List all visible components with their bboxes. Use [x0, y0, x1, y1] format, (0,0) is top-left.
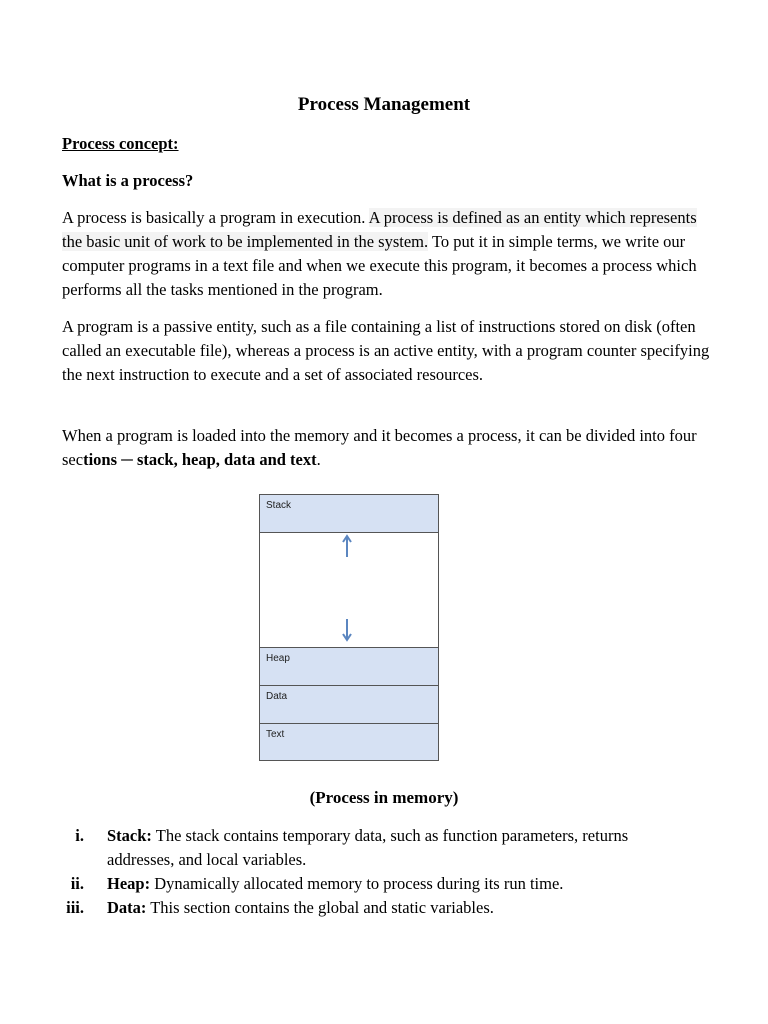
segment-list	[0, 824, 768, 920]
list-item	[0, 896, 697, 920]
list-item	[0, 824, 697, 872]
data-segment-label: Data	[266, 691, 288, 702]
paragraph-definition	[62, 206, 712, 302]
list-marker: ii.	[70, 874, 84, 893]
process-memory-diagram	[259, 494, 439, 761]
stack-segment-label: Stack	[266, 500, 292, 511]
paragraph-definition-part3: To put it in simple terms, we write our computer programs in a text file and when we execute this program, it becomes a process which performs all the tasks mentioned in the program.	[62, 232, 697, 299]
list-marker: i.	[75, 826, 84, 845]
paragraph-four-sections-end: .	[316, 450, 321, 469]
data-segment	[260, 686, 438, 724]
heap-segment-label: Heap	[266, 653, 290, 664]
list-term: Data:	[107, 898, 147, 917]
paragraph-four-sections-intro: When a program is loaded into the memory and it becomes a process, it can be divided into four sec	[62, 426, 697, 469]
paragraph-four-sections-bold: tions ─ stack, heap, data and text	[83, 450, 317, 469]
diagram-caption: (Process in memory)	[309, 788, 459, 807]
text-segment	[260, 724, 438, 760]
stack-segment	[260, 495, 438, 533]
text-segment-label: Text	[266, 729, 285, 740]
arrow-up-icon	[340, 533, 354, 561]
heap-segment	[260, 648, 438, 686]
question-heading: What is a process?	[62, 171, 194, 190]
arrow-down-icon	[340, 617, 354, 645]
paragraph-definition-part1: A process is basically a program in execution.	[62, 208, 369, 227]
list-item	[0, 872, 697, 896]
list-text: Dynamically allocated memory to process during its run time.	[150, 874, 564, 893]
list-text: This section contains the global and static variables.	[146, 898, 494, 917]
paragraph-four-sections	[62, 424, 712, 472]
free-memory-segment	[260, 533, 438, 648]
paragraph-definition-highlight: A process is defined as an entity which represents the basic unit of work to be implemented in the system.	[62, 208, 697, 251]
list-text: The stack contains temporary data, such as function parameters, returns addresses, and local variables.	[107, 826, 629, 869]
list-term: Stack:	[107, 826, 152, 845]
list-marker: iii.	[66, 898, 84, 917]
paragraph-passive-entity: A program is a passive entity, such as a file containing a list of instructions stored on disk (often called an executable file), whereas a process is an active entity, with a program counter specifying the next instruction to execute and a set of associated resources.	[62, 317, 710, 384]
section-heading: Process concept:	[62, 134, 179, 153]
list-term: Heap:	[107, 874, 151, 893]
page-title: Process Management	[297, 94, 471, 115]
